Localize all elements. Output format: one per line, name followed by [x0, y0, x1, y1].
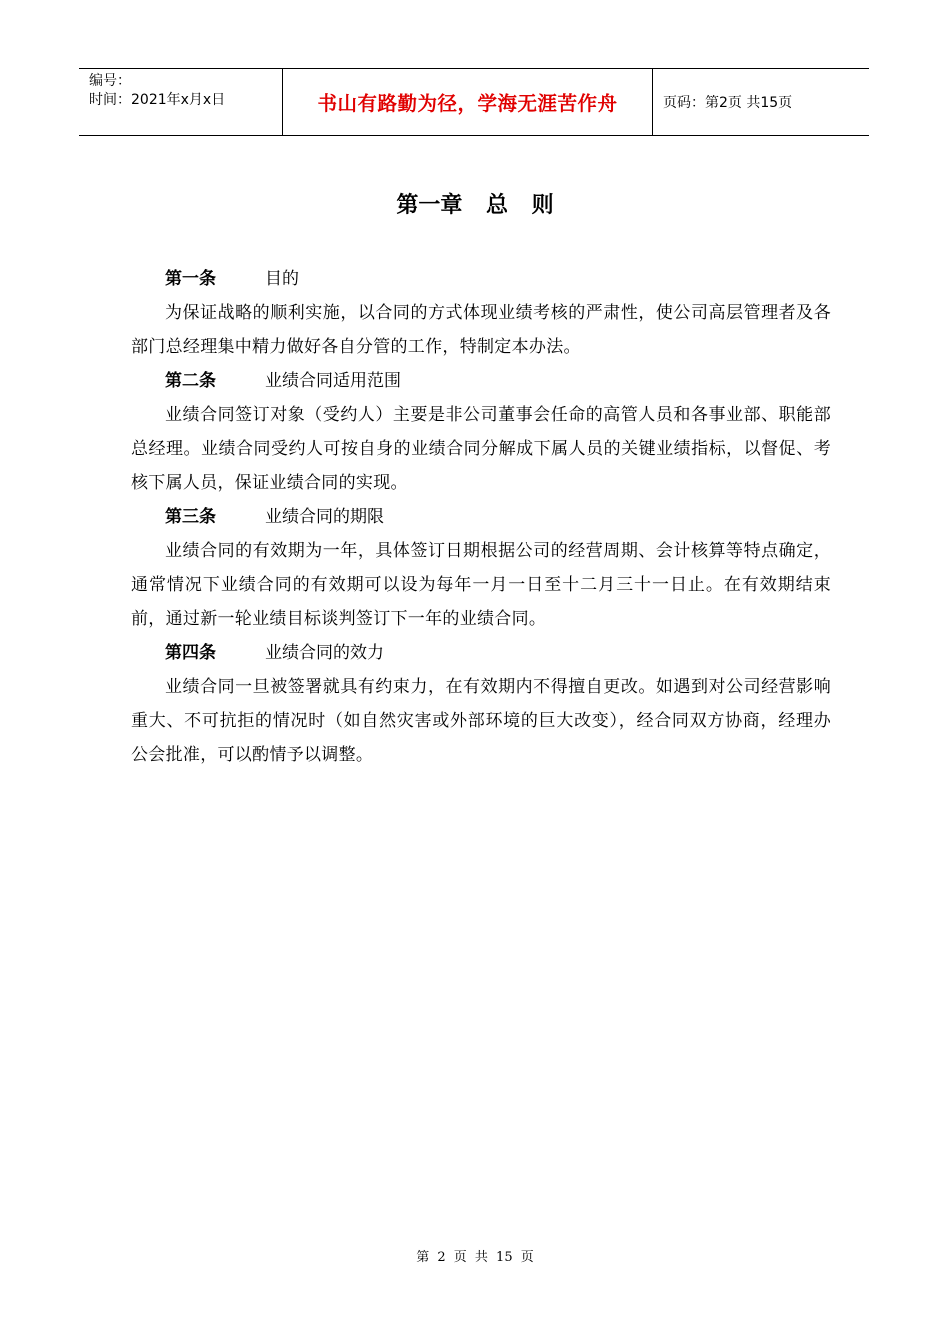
- document-body: [131, 262, 831, 772]
- article-2: [131, 364, 831, 500]
- article-heading: [131, 500, 831, 534]
- header-motto: 书山有路勤为径，学海无涯苦作舟: [282, 69, 653, 135]
- header-meta: [79, 69, 282, 135]
- article-heading: [131, 364, 831, 398]
- article-1: [131, 262, 831, 364]
- article-title: 业绩合同的期限: [265, 507, 384, 527]
- article-text: 为保证战略的顺利实施，以合同的方式体现业绩考核的严肃性，使公司高层管理者及各部门总经理集中精力做好各自分管的工作，特制定本办法。: [131, 303, 831, 357]
- header-page-info: 页码：第2页 共15页: [663, 95, 793, 111]
- article-text: 业绩合同的有效期为一年，具体签订日期根据公司的经营周期、会计核算等特点确定，通常情况下业绩合同的有效期可以设为每年一月一日至十二月三十一日止。在有效期结束前，通过新一轮业绩目标谈判签订下一年的业绩合同。: [131, 541, 831, 629]
- document-date: 时间：2021年x月x日: [89, 92, 226, 108]
- document-number-label: 编号：: [89, 73, 131, 89]
- article-number: 第四条: [165, 643, 216, 663]
- article-title: 业绩合同适用范围: [265, 371, 401, 391]
- article-number: 第一条: [165, 269, 216, 289]
- article-heading: [131, 636, 831, 670]
- article-heading: [131, 262, 831, 296]
- article-3: [131, 500, 831, 636]
- article-text: 业绩合同签订对象（受约人）主要是非公司董事会任命的高管人员和各事业部、职能部总经理。业绩合同受约人可按自身的业绩合同分解成下属人员的关键业绩指标，以督促、考核下属人员，保证业绩合同的实现。: [131, 405, 831, 493]
- article-4: [131, 636, 831, 772]
- article-number: 第二条: [165, 371, 216, 391]
- article-title: 目的: [265, 269, 299, 289]
- page-footer: 第 2 页 共 15 页: [416, 1250, 534, 1265]
- article-number: 第三条: [165, 507, 216, 527]
- chapter-title: 第一章 总 则: [396, 193, 554, 218]
- page-header: [79, 68, 869, 136]
- article-title: 业绩合同的效力: [265, 643, 384, 663]
- article-text: 业绩合同一旦被签署就具有约束力，在有效期内不得擅自更改。如遇到对公司经营影响重大、不可抗拒的情况时（如自然灾害或外部环境的巨大改变），经合同双方协商，经理办公会批准，可以酌情予以调整。: [131, 677, 831, 765]
